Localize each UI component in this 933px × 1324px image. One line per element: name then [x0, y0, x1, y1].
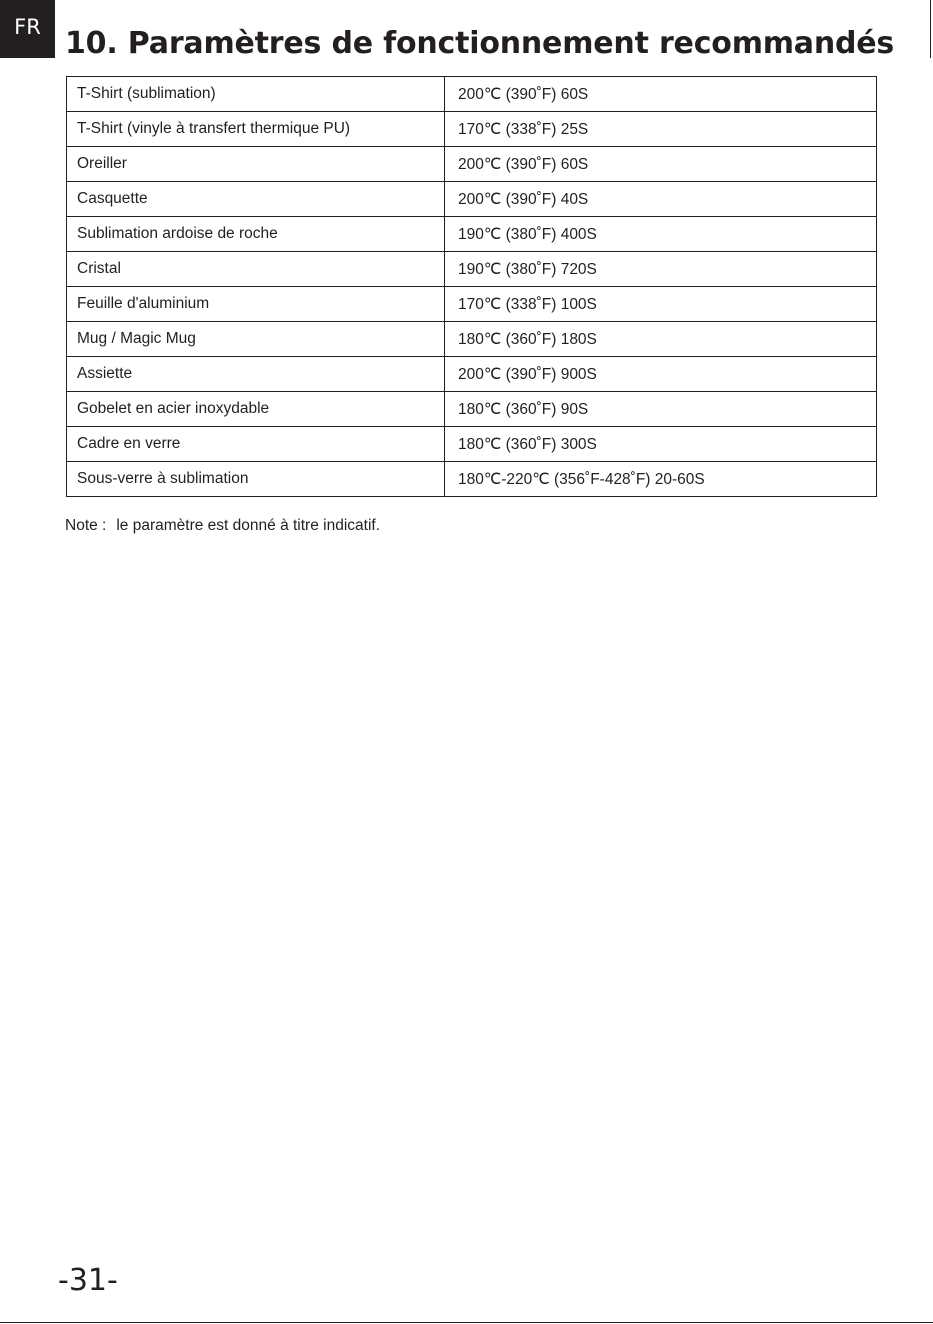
bottom-rule	[0, 1322, 933, 1323]
note-text: le paramètre est donné à titre indicatif.	[116, 517, 381, 534]
setting-cell: 170℃ (338˚F) 100S	[445, 287, 877, 322]
item-cell: Sous-verre à sublimation	[67, 462, 445, 497]
table-row	[67, 182, 877, 217]
item-cell: T-Shirt (vinyle à transfert thermique PU)	[67, 112, 445, 147]
setting-cell: 190℃ (380˚F) 400S	[445, 217, 877, 252]
page-title: 10. Paramètres de fonctionnement recommandés	[65, 26, 895, 61]
table-row	[67, 287, 877, 322]
setting-cell: 200℃ (390˚F) 60S	[445, 147, 877, 182]
language-label: FR	[14, 15, 41, 39]
table-row	[67, 252, 877, 287]
note-label: Note :	[65, 517, 107, 534]
table-row	[67, 462, 877, 497]
header-right-rule	[930, 0, 931, 58]
setting-cell: 190℃ (380˚F) 720S	[445, 252, 877, 287]
setting-cell: 200℃ (390˚F) 60S	[445, 77, 877, 112]
table-row	[67, 427, 877, 462]
item-cell: Gobelet en acier inoxydable	[67, 392, 445, 427]
item-cell: Oreiller	[67, 147, 445, 182]
table-row	[67, 357, 877, 392]
table-row	[67, 322, 877, 357]
setting-cell: 170℃ (338˚F) 25S	[445, 112, 877, 147]
item-cell: Cristal	[67, 252, 445, 287]
item-cell: Assiette	[67, 357, 445, 392]
setting-cell: 180℃ (360˚F) 90S	[445, 392, 877, 427]
item-cell: T-Shirt (sublimation)	[67, 77, 445, 112]
table-row	[67, 147, 877, 182]
item-cell: Feuille d'aluminium	[67, 287, 445, 322]
setting-cell: 180℃ (360˚F) 180S	[445, 322, 877, 357]
setting-cell: 180℃-220℃ (356˚F-428˚F) 20-60S	[445, 462, 877, 497]
item-cell: Casquette	[67, 182, 445, 217]
table-row	[67, 77, 877, 112]
table-row	[67, 112, 877, 147]
table-row	[67, 217, 877, 252]
item-cell: Sublimation ardoise de roche	[67, 217, 445, 252]
settings-table-body	[67, 77, 877, 497]
table-row	[67, 392, 877, 427]
item-cell: Cadre en verre	[67, 427, 445, 462]
page-number: -31-	[58, 1263, 118, 1298]
setting-cell: 180℃ (360˚F) 300S	[445, 427, 877, 462]
note	[65, 517, 380, 535]
setting-cell: 200℃ (390˚F) 900S	[445, 357, 877, 392]
settings-table	[66, 76, 877, 497]
language-tab	[0, 0, 55, 58]
item-cell: Mug / Magic Mug	[67, 322, 445, 357]
setting-cell: 200℃ (390˚F) 40S	[445, 182, 877, 217]
